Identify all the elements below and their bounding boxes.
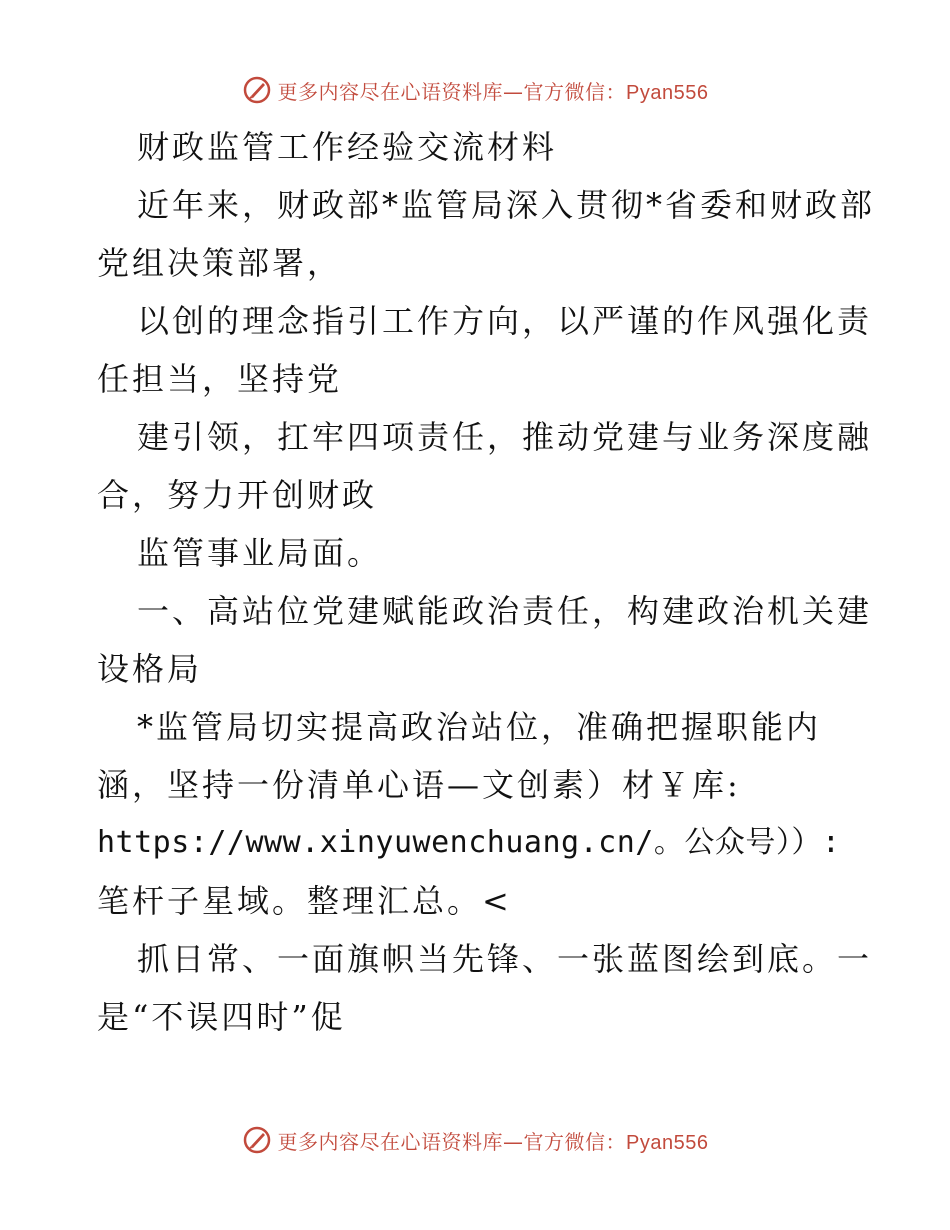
url-line: https://www.xinyuwenchuang.cn/。公众号））: — [97, 825, 841, 860]
paragraph-line: 近年来，财政部*监管局深入贯彻*省委和财政部 — [137, 186, 876, 224]
section-heading-line: 设格局 — [97, 650, 203, 688]
watermark-text: 更多内容尽在心语资料库—官方微信：Pyan556 — [277, 79, 709, 104]
watermark-banner-bottom — [0, 1120, 950, 1160]
paragraph-line: 合，努力开创财政 — [97, 476, 378, 514]
watermark-banner-top — [0, 70, 950, 110]
quill-logo-icon — [242, 1125, 272, 1155]
watermark-text: 更多内容尽在心语资料库—官方微信：Pyan556 — [277, 1129, 709, 1154]
paragraph-line: 党组决策部署， — [97, 244, 343, 282]
watermark-wechat-id: Pyan556 — [626, 1131, 709, 1154]
paragraph-line: 笔杆子星域。整理汇总。< — [97, 882, 512, 920]
document-body — [97, 118, 876, 1046]
paragraph-line: *监管局切实提高政治站位，准确把握职能内 — [137, 708, 822, 746]
watermark-wechat-id: Pyan556 — [626, 81, 709, 104]
paragraph-line: 抓日常、一面旗帜当先锋、一张蓝图绘到底。一 — [137, 940, 873, 978]
paragraph-line: 以创的理念指引工作方向，以严谨的作风强化责 — [137, 302, 873, 340]
quill-logo-icon — [242, 75, 272, 105]
paragraph-line: 涵，坚持一份清单心语—文创素）材￥库: — [97, 766, 741, 804]
document-title: 财政监管工作经验交流材料 — [137, 128, 558, 166]
paragraph-line: 监管事业局面。 — [137, 534, 383, 572]
paragraph-line: 任担当，坚持党 — [97, 360, 343, 398]
section-heading-line: 一、高站位党建赋能政治责任，构建政治机关建 — [137, 592, 873, 630]
paragraph-line: 建引领，扛牢四项责任，推动党建与业务深度融 — [137, 418, 873, 456]
paragraph-line: 是“不误四时”促 — [97, 998, 346, 1036]
